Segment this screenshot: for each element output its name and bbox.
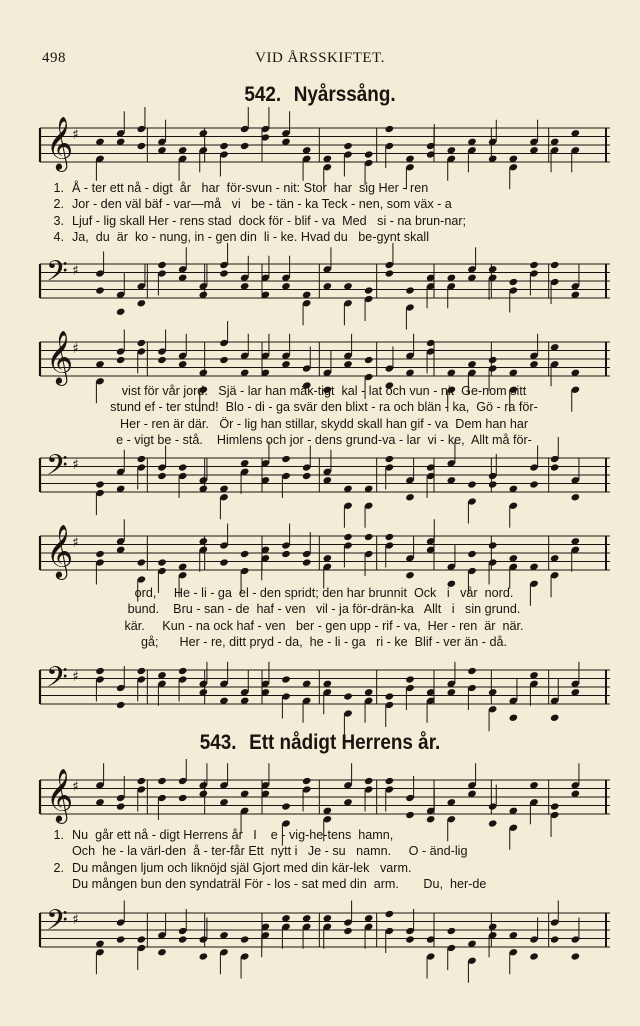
hymn-542-title [32,83,608,107]
hymn-number: 542. [244,83,282,106]
svg-text:♯: ♯ [72,669,79,686]
hymn-number: 543. [199,731,237,754]
lyrics-block-542-1 [44,180,604,245]
lyric-line: e - vigt be - stå. Himlens och jor - dens grund-va - lar vi - ke, Allt må för- [116,432,532,447]
svg-text:♯: ♯ [72,779,79,796]
bass-staff-system-1 [38,256,614,308]
svg-text:♯: ♯ [72,912,79,929]
lyric-line: Her - ren är där. Ör - lig han stillar, skydd skall han gif - va Dem han har [119,416,529,431]
lyric-line: 4. Ja, du är ko - nung, in - gen din li - ke. Hvad du be-gynt skall [53,229,430,244]
svg-text:𝄞: 𝄞 [46,523,74,578]
lyrics-block-543-1 [44,827,604,892]
svg-text:𝄢: 𝄢 [46,255,68,296]
lyric-line: 2. Jor - den väl bäf - var—må vi be - tän - ka Teck - nen, som väx - a [53,197,452,212]
svg-text:♯: ♯ [72,341,79,358]
section-title: VID ÅRSSKIFTET. [255,50,385,66]
svg-text:♯: ♯ [72,127,79,144]
hymn-name: Ett nådigt Herrens år. [249,731,441,754]
lyric-line: 1. Nu går ett nå - digt Herrens år I e - vig-he-tens hamn, [53,828,394,842]
svg-text:𝄢: 𝄢 [46,661,68,702]
lyric-line: Du mången bun den syndaträl För - los - sat med din arm. Du, her-de [72,876,487,891]
lyric-line: 1. Å - ter ett nå - digt år har för-svun - nit: Stor har sig Her - ren [53,181,429,195]
bass-staff-system-2 [38,450,614,502]
svg-text:𝄢: 𝄢 [46,904,68,945]
lyric-line: gå; Her - re, ditt pryd - da, he - li - ga ri - ke Blif - ver än - då. [140,634,508,649]
svg-text:♯: ♯ [72,457,79,474]
svg-text:𝄞: 𝄞 [46,115,74,170]
lyric-line: Och he - la värl-den å - ter-får Ett nytt i Je - su namn. O - änd-lig [72,844,468,859]
hymn-name: Nyårssång. [293,83,396,106]
svg-text:𝄢: 𝄢 [46,449,68,490]
lyric-line: stund ef - ter stund! Blo - di - ga svär den blixt - ra och blän - ka, Gö - ra för- [110,400,538,415]
lyrics-block-542-3 [44,585,604,650]
treble-staff-system-2 [38,329,614,386]
treble-staff-system-1 [38,115,614,172]
hymn-543-title [32,731,608,755]
svg-text:𝄞: 𝄞 [46,329,74,384]
svg-text:𝄞: 𝄞 [46,767,74,822]
bass-staff-system-3 [38,662,614,714]
treble-staff-system-4 [38,767,614,824]
lyric-line: 3. Ljuf - lig skall Her - rens stad dock för - blif - va Med si - na brun-nar; [53,213,467,228]
lyric-line: kär. Kun - na ock haf - ven ber - gen upp - rif - va, Her - ren är när. [124,618,524,633]
running-head [42,50,598,70]
lyrics-block-542-2 [44,383,604,448]
bass-staff-system-4 [38,905,614,957]
svg-text:♯: ♯ [72,535,79,552]
treble-staff-system-3 [38,523,614,580]
page-number: 498 [42,50,66,66]
lyric-line: vist för vår jord. Sjä - lar han mäk-tigt kal - lat och vun - nit Ge-nom sitt [121,384,527,398]
lyric-line: bund. Bru - san - de haf - ven vil - ja för-drän-ka Allt i sin grund. [127,602,521,617]
lyric-line: 2. Du mången ljum och liknöjd själ Gjort med din kär-lek varm. [53,860,412,875]
lyric-line: ord, He - li - ga el - den spridt; den har brunnit Ock i vår nord. [134,586,514,600]
svg-text:♯: ♯ [72,263,79,280]
